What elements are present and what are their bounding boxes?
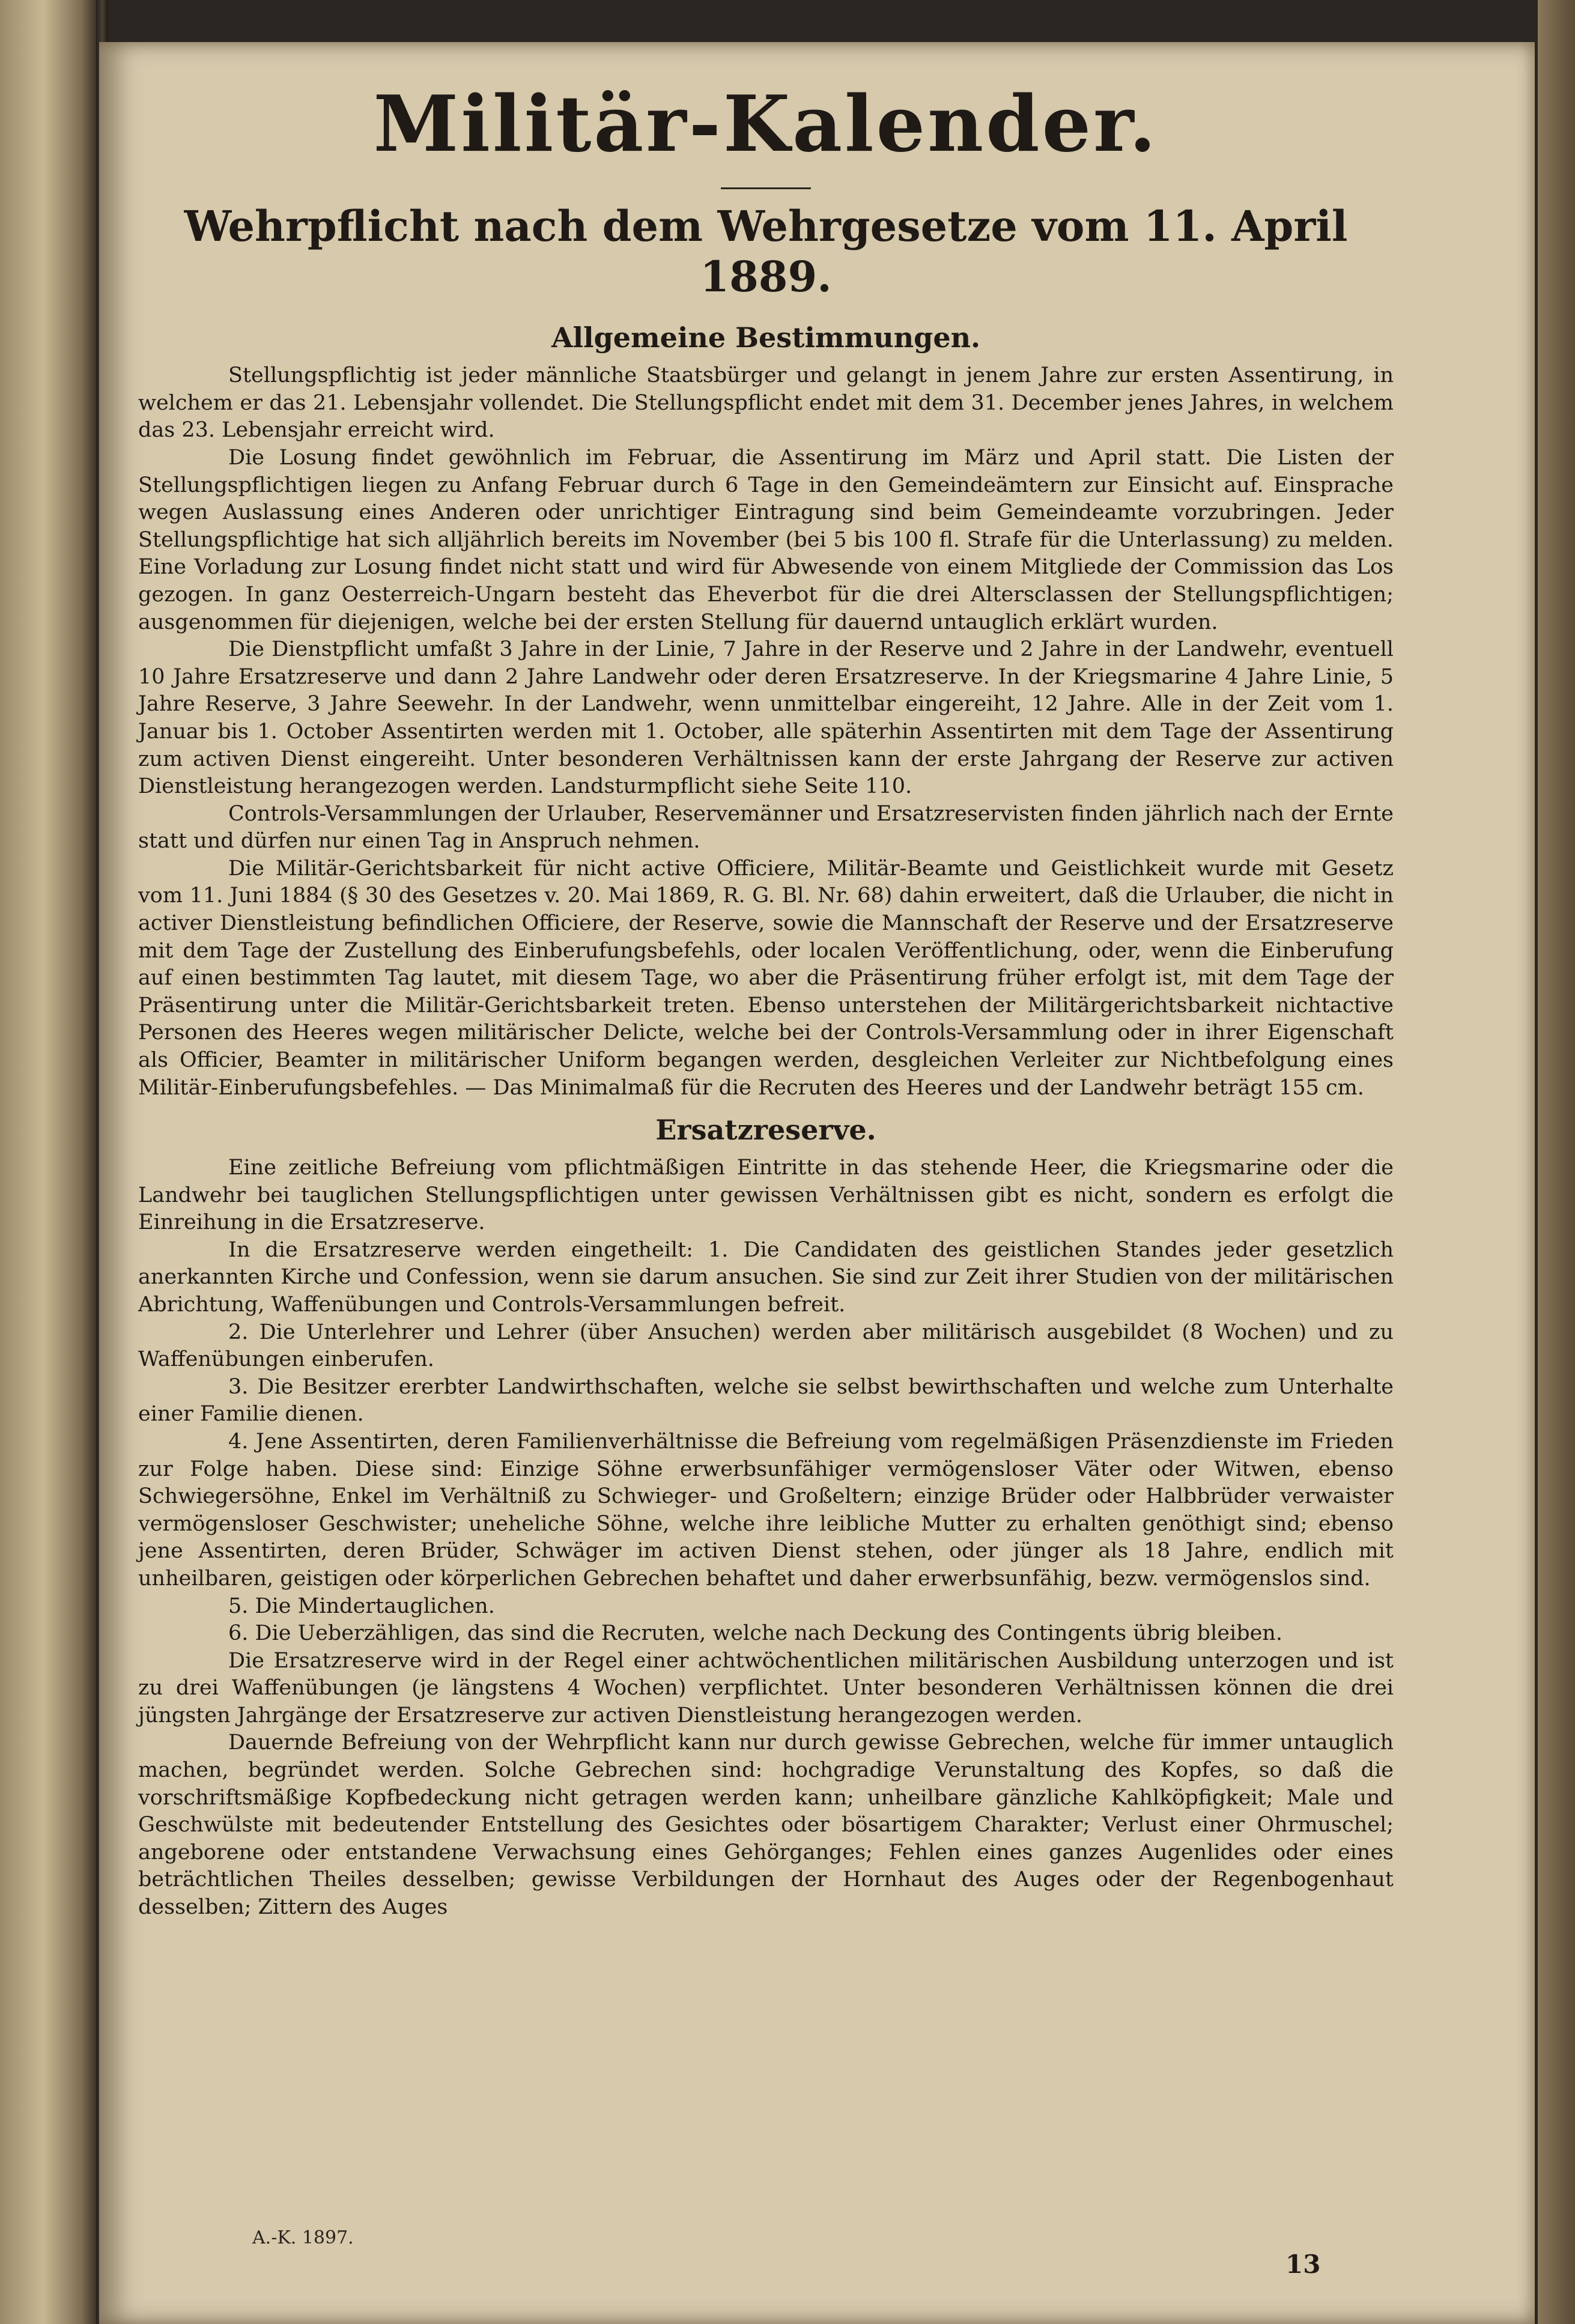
paragraph: Die Ersatzreserve wird in der Regel einer achtwöchentlichen militärischen Ausbildung unterzogen und ist zu drei Waffenübungen (je längstens 4 Wochen) verpflichtet. Unter besonderen Verhältnissen können die drei jüngsten Jahrgänge der Ersatzreserve zur activen Dienstleistung herangezogen werden. — [138, 1648, 1394, 1728]
paragraph: 5. Die Mindertauglichen. — [228, 1594, 495, 1618]
paragraph: Die Losung findet gewöhnlich im Februar, die Assentirung im März und April statt. Die Listen der Stellungspflichtigen liegen zu Anfang Februar durch 6 Tage in den Gemeindeämtern zur Einsicht auf. Einsprache wegen Auslassung eines Anderen oder unrichtiger Eintragung sind beim Gemeindeamte vorzubringen. Jeder Stellungspflichtige hat sich alljährlich bereits im November (bei 5 bis 100 fl. Strafe für die Unterlassung) zu melden. Eine Vorladung zur Losung findet nicht statt und wird für Abwesende von einem Mitgliede der Commission das Los gezogen. In ganz Oesterreich-Ungarn besteht das Eheverbot für die drei Altersclassen der Stellungspflichtigen; ausgenommen für diejenigen, welche bei der ersten Stellung für dauernd untauglich erklärt wurden. — [138, 445, 1394, 634]
paragraph: Die Dienstpflicht umfaßt 3 Jahre in der Linie, 7 Jahre in der Reserve und 2 Jahre in der Landwehr, eventuell 10 Jahre Ersatzreserve und dann 2 Jahre Landwehr oder deren Ersatzreserve. In der Kriegsmarine 4 Jahre Linie, 5 Jahre Reserve, 3 Jahre Seewehr. In der Landwehr, wenn unmittelbar eingereiht, 12 Jahre. Alle in der Zeit vom 1. Januar bis 1. October Assentirten werden mit 1. October, alle späterhin Assentirten mit dem Tage der Assentirung zum activen Dienst eingereiht. Unter besonderen Verhältnissen kann der erste Jahrgang der Reserve zur activen Dienstleistung herangezogen werden. Landsturmpflicht siehe Seite 110. — [138, 637, 1394, 799]
paragraph: 4. Jene Assentirten, deren Familienverhältnisse die Befreiung vom regelmäßigen Präsenzdienste im Frieden zur Folge haben. Diese sind: Einzige Söhne erwerbsunfähiger vermögensloser Väter oder Witwen, ebenso Schwiegersöhne, Enkel im Verhältniß zu Schwieger- und Großeltern; einzige Brüder oder Halbbrüder verwaister vermögensloser Geschwister; uneheliche Söhne, welche ihre leibliche Mutter zu erhalten genöthigt sind; ebenso jene Assentirten, deren Brüder, Schwäger im activen Dienst stehen, oder jünger als 18 Jahre, endlich mit unheilbaren, geistigen oder körperlichen Gebrechen behaftet und daher erwerbsunfähig, bezw. vermögenslos sind. — [138, 1429, 1394, 1591]
paragraph: Eine zeitliche Befreiung vom pflichtmäßigen Eintritte in das stehende Heer, die Kriegsmarine oder die Landwehr bei tauglichen Stellungspflichtigen unter gewissen Verhältnissen gibt es nicht, sondern es erfolgt die Einreihung in die Ersatzreserve. — [138, 1156, 1394, 1235]
title-divider — [721, 187, 811, 189]
page-content — [138, 0, 1394, 1922]
paragraph: Die Militär-Gerichtsbarkeit für nicht active Officiere, Militär-Beamte und Geistlichkeit wurde mit Gesetz vom 11. Juni 1884 (§ 30 des Gesetzes v. 20. Mai 1869, R. G. Bl. Nr. 68) dahin erweitert, daß die Urlauber, die nicht in activer Dienstleistung befindlichen Officiere, der Reserve, sowie die Mannschaft der Reserve und der Ersatzreserve mit dem Tage der Zustellung des Einberufungsbefehls, oder localen Veröffentlichung, oder, wenn die Einberufung auf einen bestimmten Tag lautet, mit diesem Tage, wo aber die Präsentirung früher erfolgt ist, mit dem Tage der Präsentirung unter die Militär-Gerichtsbarkeit treten. Ebenso unterstehen der Militärgerichtsbarkeit nichtactive Personen des Heeres wegen militärischer Delicte, welche bei der Controls-Versammlung oder in ihrer Eigenschaft als Officier, Beamter in militärischer Uniform begangen werden, desgleichen Verleiter zur Nichtbefolgung eines Militär-Einberufungsbefehles. — Das Minimalmaß für die Recruten des Heeres und der Landwehr beträgt 155 cm. — [138, 856, 1394, 1100]
left-page-edge — [0, 0, 96, 2324]
paragraph: Stellungspflichtig ist jeder männliche Staatsbürger und gelangt in jenem Jahre zur ersten Assentirung, in welchem er das 21. Lebensjahr vollendet. Die Stellungspflicht endet mit dem 31. December jenes Jahres, in welchem das 23. Lebensjahr erreicht wird. — [138, 363, 1394, 443]
page-title: Militär-Kalender. — [373, 79, 1159, 169]
footer-imprint: A.-K. 1897. — [252, 2227, 354, 2248]
paragraph: 2. Die Unterlehrer und Lehrer (über Ansuchen) werden aber militärisch ausgebildet (8 Wochen) und zu Waffenübungen einberufen. — [138, 1320, 1394, 1372]
page-subtitle: Wehrpflicht nach dem Wehrgesetze vom 11. April 1889. — [184, 201, 1348, 302]
paragraph: Controls-Versammlungen der Urlauber, Reservemänner und Ersatzreservisten finden jährlich nach der Ernte statt und dürfen nur einen Tag in Anspruch nehmen. — [138, 801, 1394, 854]
book-cover-edge — [1538, 0, 1575, 2324]
paragraph: 3. Die Besitzer ererbter Landwirthschaften, welche sie selbst bewirthschaften und welche zum Unterhalte einer Familie dienen. — [138, 1374, 1394, 1427]
paragraph: 6. Die Ueberzähligen, das sind die Recruten, welche nach Deckung des Contingents übrig bleiben. — [228, 1621, 1282, 1646]
section-heading-general: Allgemeine Bestimmungen. — [551, 321, 981, 354]
paragraph: In die Ersatzreserve werden eingetheilt: 1. Die Candidaten des geistlichen Standes jeder gesetzlich anerkannten Kirche und Confession, wenn sie darum ansuchen. Sie sind zur Zeit ihrer Studien von der militärischen Abrichtung, Waffenübungen und Controls-Versammlungen befreit. — [138, 1237, 1394, 1317]
paragraph: Dauernde Befreiung von der Wehrpflicht kann nur durch gewisse Gebrechen, welche für immer untauglich machen, begründet werden. Solche Gebrechen sind: hochgradige Verunstaltung des Kopfes, so daß die vorschriftsmäßige Kopfbedeckung nicht getragen werden kann; unheilbare gänzliche Kahlköpfigkeit; Male und Geschwülste mit bedeutender Entstellung des Gesichtes oder bösartigem Charakter; Verlust einer Ohrmuschel; angeborene oder entstandene Verwachsung eines Gehörganges; Fehlen eines ganzes Augenlides oder eines beträchtlichen Theiles desselben; gewisse Verbildungen der Hornhaut des Auges oder der Regenbogenhaut desselben; Zittern des Auges — [138, 1731, 1394, 1920]
page-number: 13 — [1285, 2250, 1321, 2279]
section-heading-ersatzreserve: Ersatzreserve. — [655, 1114, 876, 1147]
